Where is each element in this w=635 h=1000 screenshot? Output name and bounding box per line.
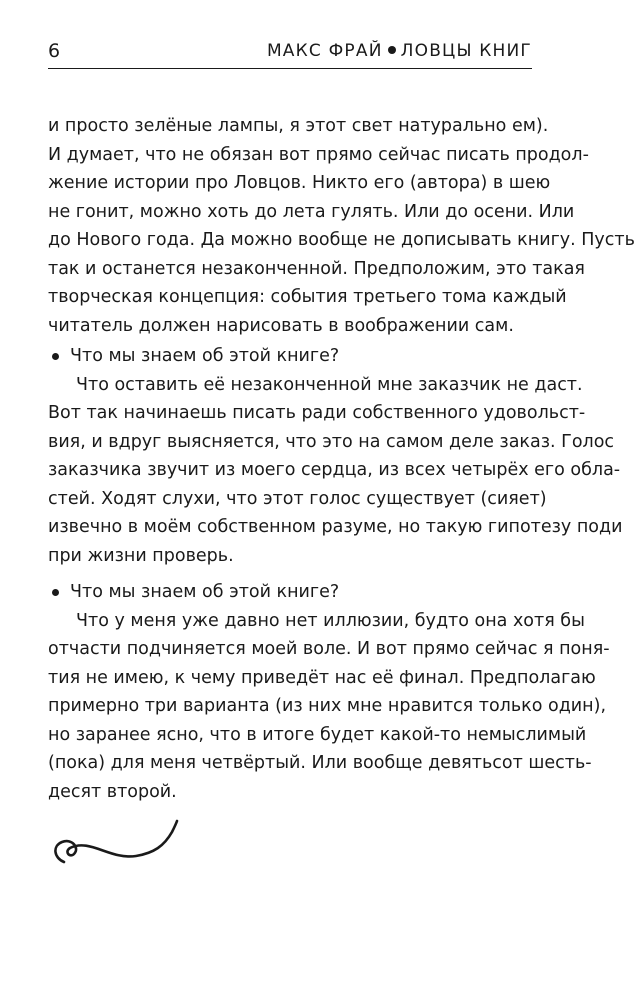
page-number: 6 (48, 40, 62, 62)
text-line: так и останется незаконченной. Предположим, это такая (48, 258, 585, 279)
running-head-title: ЛОВЦЫ КНИГ (400, 41, 532, 61)
text-line: примерно три варианта (из них мне нравится только один), (48, 696, 607, 716)
text-line: И думает, что не обязан вот прямо сейчас писать продол- (48, 144, 589, 165)
text-line: Вот так начинаешь писать ради собственного удовольст- (48, 403, 586, 423)
header-rule (48, 68, 532, 69)
text-line: до Нового года. Да можно вообще не дописывать книгу. Пусть (48, 230, 635, 250)
text-line: но заранее ясно, что в итоге будет какой-то немыслимый (48, 724, 587, 745)
text-line: отчасти подчиняется моей воле. И вот прямо сейчас я поня- (48, 639, 610, 659)
bullet-icon (52, 353, 59, 360)
text-line: не гонит, можно хоть до лета гулять. Или до осени. Или (48, 201, 575, 222)
text-line: и просто зелёные лампы, я этот свет натурально ем). (48, 116, 549, 136)
running-head (267, 41, 532, 61)
text-line: Что оставить её незаконченной мне заказчик не даст. (76, 374, 583, 395)
text-line: Что у меня уже давно нет иллюзии, будто она хотя бы (76, 610, 585, 631)
paragraph-1 (48, 112, 635, 340)
text-line: стей. Ходят слухи, что этот голос существует (сияет) (48, 488, 547, 509)
text-line: вия, и вдруг выясняется, что это на самом деле заказ. Голос (48, 431, 615, 452)
bullet-question-text: Что мы знаем об этой книге? (70, 582, 340, 602)
bullet-icon (52, 589, 59, 596)
text-line: извечно в моём собственном разуме, но такую гипотезу поди (48, 517, 623, 537)
flourish-ornament-icon (50, 818, 190, 868)
text-line: творческая концепция: события третьего тома каждый (48, 287, 567, 307)
section-2 (48, 342, 623, 570)
text-line: десят второй. (48, 781, 177, 802)
bullet-question-text: Что мы знаем об этой книге? (70, 346, 340, 366)
bullet-separator-icon (388, 46, 396, 54)
page-header (48, 40, 532, 70)
text-line: заказчика звучит из моего сердца, из всех четырёх его обла- (48, 460, 621, 480)
text-line: при жизни проверь. (48, 545, 234, 566)
text-line: жение истории про Ловцов. Никто его (автора) в шею (48, 173, 551, 193)
bullet-question (48, 578, 532, 607)
bullet-question (48, 342, 532, 371)
section-3 (48, 578, 610, 806)
text-line: тия не имею, к чему приведёт нас её финал. Предполагаю (48, 667, 596, 688)
text-line: читатель должен нарисовать в воображении сам. (48, 315, 514, 336)
text-line: (пока) для меня четвёртый. Или вообще девятьсот шесть- (48, 753, 592, 773)
running-head-author: МАКС ФРАЙ (266, 41, 383, 61)
